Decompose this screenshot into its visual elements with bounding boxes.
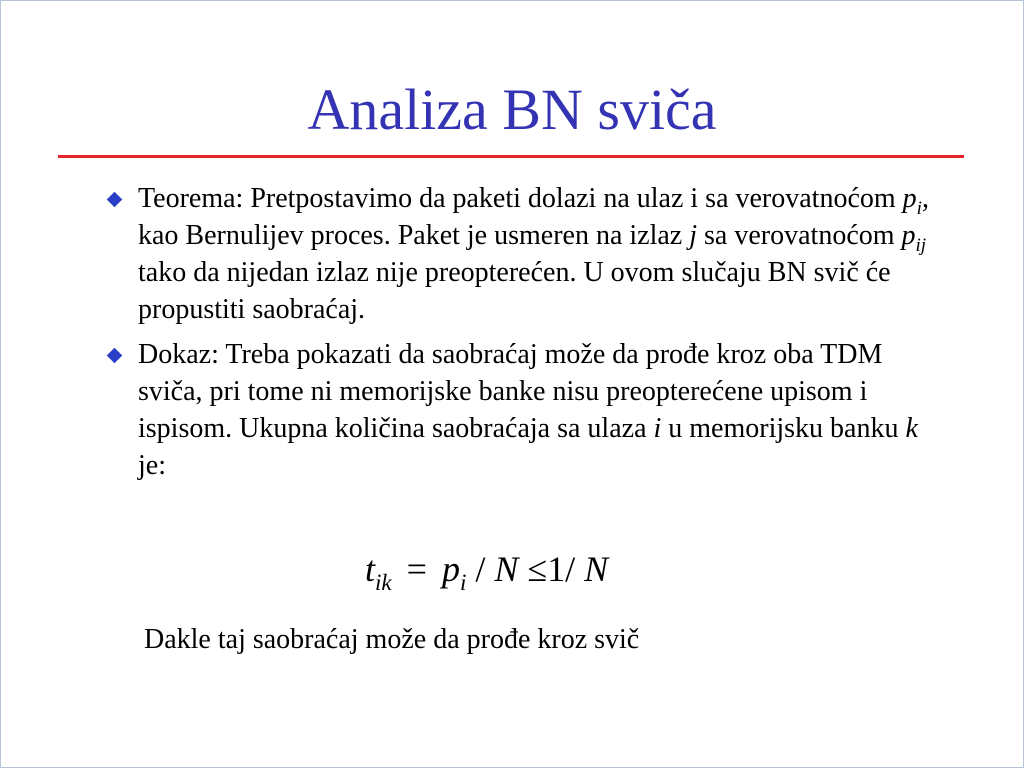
formula-leq: ≤: [527, 549, 548, 589]
formula-n-2: N: [584, 549, 609, 589]
formula-slash-2: /: [565, 549, 576, 589]
title-underline: [58, 155, 964, 158]
formula-n-1: N: [494, 549, 519, 589]
formula-p: p: [441, 549, 460, 589]
theorem-text-3: sa verovatnoćom: [697, 220, 902, 251]
sub-i: i: [916, 198, 922, 219]
slide-title: Analiza BN sviča: [307, 77, 717, 142]
var-j: j: [689, 220, 698, 251]
var-i: i: [653, 413, 662, 444]
diamond-bullet-icon: [107, 348, 123, 364]
bullet-theorem: [107, 180, 937, 328]
var-p: p: [901, 220, 916, 251]
formula-t-sub: ik: [375, 570, 392, 595]
formula-t: t: [365, 549, 376, 589]
proof-text-2: u memorijsku banku: [661, 413, 906, 444]
sub-ij: ij: [915, 235, 927, 256]
formula: [365, 548, 609, 595]
proof-text-1: Dokaz: Treba pokazati da saobraćaj može da prođe kroz oba TDM sviča, pri tome ni memorijske banke nisu preopterećene upisom i ispisom. Ukupna količina saobraćaja sa ulaza: [138, 339, 883, 444]
formula-equals: =: [406, 549, 427, 589]
proof-text-3: je:: [138, 450, 166, 481]
diamond-bullet-icon: [107, 192, 123, 208]
var-k: k: [905, 413, 918, 444]
bullet-list: [107, 180, 937, 492]
formula-slash-1: /: [475, 549, 486, 589]
formula-p-sub: i: [459, 570, 467, 595]
theorem-text-2: , kao Bernulijev proces. Paket je usmeren na izlaz: [138, 183, 929, 251]
formula-one: 1: [547, 549, 566, 589]
var-p: p: [902, 183, 917, 214]
conclusion-text: Dakle taj saobraćaj može da prođe kroz svič: [144, 624, 640, 655]
bullet-proof: [107, 336, 937, 484]
theorem-text-4: tako da nijedan izlaz nije preopterećen. U ovom slučaju BN svič će propustiti saobraćaj.: [138, 257, 891, 325]
theorem-text-1: Teorema: Pretpostavimo da paketi dolazi na ulaz i sa verovatnoćom: [138, 183, 903, 214]
